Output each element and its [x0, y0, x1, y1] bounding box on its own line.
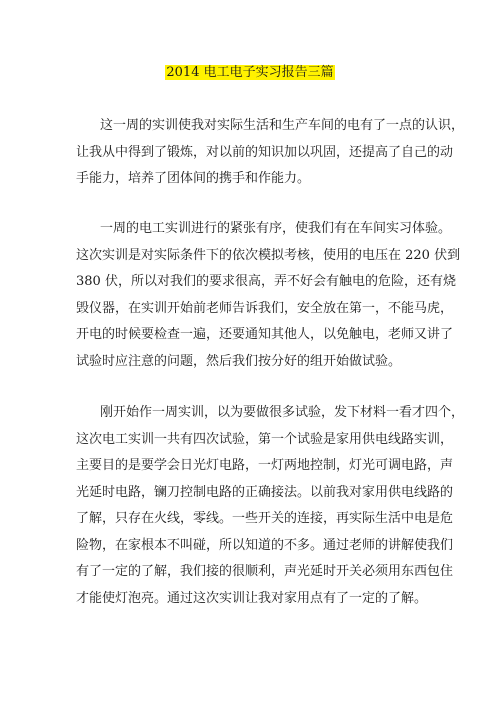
paragraph-line: 险物，在家根本不叫碰，所以知道的不多。通过老师的讲解使我们: [76, 537, 454, 553]
paragraph-3: [76, 400, 465, 612]
paragraph-line: 试验时应注意的问题，然后我们按分好的组开始做试验。: [76, 353, 402, 369]
paragraph-line: 有了一定的了解，我们接的很顺利，声光延时开关必须用东西包住: [76, 564, 454, 579]
paragraph-line: 这一周的实训使我对实际生活和生产车间的电有了一点的认识，: [100, 118, 465, 133]
paragraph-line: 一周的电工实训进行的紧张有序，使我们有在车间实习体验。: [100, 221, 452, 236]
paragraph-line: 让我从中得到了锻炼，对以前的知识加以巩固，还提高了自己的动: [76, 144, 454, 160]
paragraph-line: 380 伏，所以对我们的要求很高，弄不好会有触电的危险，还有烧: [76, 274, 456, 289]
paragraph-1: [76, 113, 465, 193]
paragraph-line: 这次实训是对实际条件下的依次模拟考核，使用的电压在 220 伏到: [76, 247, 461, 263]
paragraph-line: 开电的时候要检查一遍，还要通知其他人，以免触电，老师又讲了: [76, 327, 454, 342]
paragraph-2: [76, 216, 461, 375]
document-title-text: 2014 电工电子实习报告三篇: [166, 65, 334, 80]
paragraph-line: 这次电工实训一共有四次试验，第一个试验是家用供电线路实训，: [76, 431, 454, 447]
paragraph-line: 光延时电路，镧刀控制电路的正确接法。以前我对家用供电线路的: [76, 484, 454, 500]
paragraph-line: 刚开始作一周实训，以为要做很多试验，发下材料一看才四个，: [100, 405, 465, 420]
paragraph-line: 手能力，培养了团体间的携手和作能力。: [76, 171, 311, 186]
paragraph-line: 毁仪器，在实训开始前老师告诉我们，安全放在第一，不能马虎，: [76, 300, 454, 316]
paragraph-line: 了解，只存在火线，零线。一些开关的连接，再实际生活中电是危: [76, 511, 454, 526]
paragraph-line: 才能使灯泡亮。通过这次实训让我对家用点有了一定的了解。: [76, 590, 428, 606]
document-title: [0, 64, 500, 82]
paragraph-line: 主要目的是要学会日光灯电路，一灯两地控制，灯光可调电路，声: [76, 458, 454, 473]
